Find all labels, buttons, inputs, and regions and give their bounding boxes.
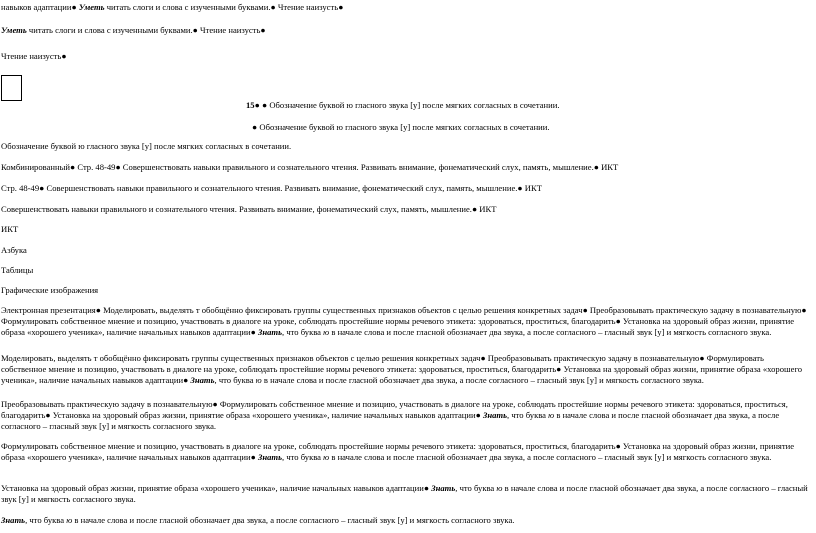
bullet-icon: ● <box>556 364 562 374</box>
p4-yu: ю <box>323 452 330 462</box>
pages-goal: Совершенствовать навыки правильного и сознательного чтения. Развивать внимание, фонематический слух, память, мышление. <box>44 183 518 193</box>
p3-c: Формулировать собственное мнение и позицию, участвовать в диалоге на уроке, соблюдать простейшие нормы речевого этикета: здороваться, проститься, благодарить <box>1 399 788 420</box>
bullet-icon: ● <box>699 353 705 363</box>
goal-ikt: ИКТ <box>479 204 497 214</box>
row-2-text: читать слоги и слова с изученными буквами. <box>26 25 193 35</box>
p6-yu: ю <box>66 515 73 525</box>
lesson-goal: Совершенствовать навыки правильного и сознательного чтения. Развивать внимание, фонематический слух, память, мышление. <box>120 162 594 172</box>
paragraph-2 <box>1 353 811 386</box>
p1-know: Знать <box>257 327 283 337</box>
p4-know: Знать <box>257 452 283 462</box>
bullet-icon: ● <box>423 483 430 493</box>
p3-yu: ю <box>548 410 555 420</box>
resource-tables: Таблицы <box>1 265 34 275</box>
bullet-icon: ● <box>517 183 523 193</box>
paragraph-4 <box>1 441 811 463</box>
goal-line <box>1 204 496 215</box>
p5-yu: ю <box>496 483 503 493</box>
row-1-text: читать слоги и слова с изученными буквами. <box>104 2 271 12</box>
lesson-pages: Стр. 48-49 <box>77 162 116 172</box>
bullet-icon: ● <box>250 327 256 337</box>
bullet-icon: ● <box>115 162 121 172</box>
topic-plain: Обозначение буквой ю гласного звука [у] после мягких согласных в сочетании. <box>1 141 292 151</box>
p1-yu: ю <box>323 327 330 337</box>
goal-text: Совершенствовать навыки правильного и сознательного чтения. Развивать внимание, фонематический слух, память, мышление. <box>1 204 472 214</box>
bullet-icon: ● <box>45 410 51 420</box>
bullet-icon: ● <box>252 122 258 132</box>
p3-f: в начале слова и после гласной обозначает два звука, а после согласного – гласный звук [у] и мягкость согласного звука. <box>1 410 780 431</box>
pages-label: Стр. 48-49 <box>1 183 40 193</box>
p1-b: Преобразовывать практическую задачу в познавательную <box>587 305 802 315</box>
p4-d: Установка на здоровый образ жизни, принятие образа «хорошего ученика», наличие начальных навыков адаптации <box>1 441 795 462</box>
lesson-number-line <box>246 100 559 111</box>
p2-c: Формулировать собственное мнение и позицию, участвовать в диалоге на уроке, соблюдать простейшие нормы речевого этикета: здороваться, проститься, благодарить <box>1 353 764 374</box>
bullet-icon: ● <box>69 162 76 172</box>
bullet-icon: ● <box>61 51 67 61</box>
row-2-italic: Уметь <box>1 25 27 35</box>
p1-lead: Электронная презентация <box>1 305 96 315</box>
bullet-icon: ● <box>471 204 478 214</box>
p5-know: Знать <box>431 483 456 493</box>
row-3 <box>1 51 67 62</box>
row-2-tail: Чтение наизусть <box>200 25 261 35</box>
paragraph-6 <box>1 515 811 526</box>
resource-azbuka: Азбука <box>1 245 27 255</box>
paragraph-5 <box>1 483 811 505</box>
bullet-icon: ● <box>192 25 198 35</box>
p6-e: , что буква <box>25 515 67 525</box>
resource-ikt: ИКТ <box>1 224 19 234</box>
bullet-icon: ● <box>95 305 101 315</box>
lesson-ikt: ИКТ <box>601 162 619 172</box>
p1-a: Моделировать, выделять т обобщённо фиксировать группы существенных признаков объектов с целью решения конкретных задач <box>100 305 583 315</box>
p3-e: , что буква <box>507 410 549 420</box>
row-1 <box>1 2 343 13</box>
row-3-text: Чтение наизусть <box>1 51 62 61</box>
p2-yu: ю <box>255 375 262 385</box>
row-1-italic: Уметь <box>78 2 105 12</box>
paragraph-3 <box>1 399 811 432</box>
lesson-topic: Обозначение буквой ю гласного звука [у] после мягких согласных в сочетании. <box>269 100 560 110</box>
p1-f: в начале слова и после гласной обозначает два звука, а после согласного – гласный звук [у] и мягкость согласного звука. <box>329 327 772 337</box>
empty-cell-box <box>1 75 22 101</box>
pages-ikt: ИКТ <box>524 183 542 193</box>
p6-know: Знать <box>1 515 26 525</box>
p3-know: Знать <box>482 410 508 420</box>
lesson-topic-line <box>252 122 550 133</box>
bullet-icon: ● <box>260 25 266 35</box>
bullet-icon: ● <box>39 183 45 193</box>
bullet-icon: ● <box>71 2 77 12</box>
bullet-icon: ● <box>338 2 344 12</box>
lesson-topic-repeat: Обозначение буквой ю гласного звука [у] после мягких согласных в сочетании. <box>259 122 550 132</box>
p4-e: , что буква <box>282 452 324 462</box>
resource-graphics: Графические изображения <box>1 285 99 295</box>
p2-know: Знать <box>190 375 215 385</box>
bullet-icon: ● <box>183 375 189 385</box>
lesson-number: 15 <box>246 100 255 110</box>
bullet-icon: ● <box>254 100 260 110</box>
p2-e: , что буква <box>214 375 256 385</box>
bullet-icon: ● <box>475 410 481 420</box>
p2-f: в начале слова и после гласной обозначает два звука, а после согласного – гласный звук [у] и мягкость согласного звука. <box>261 375 704 385</box>
bullet-icon: ● <box>801 305 807 315</box>
p4-f: в начале слова и после гласной обозначает два звука, а после согласного – гласный звук [у] и мягкость согласного звука. <box>329 452 772 462</box>
pages-line <box>1 183 542 194</box>
p2-a: Моделировать, выделять т обобщённо фиксировать группы существенных признаков объектов с целью решения конкретных задач <box>1 353 481 363</box>
bullet-icon: ● <box>212 399 218 409</box>
p1-c: Формулировать собственное мнение и позицию, участвовать в диалоге на уроке, соблюдать простейшие нормы речевого этикета: здороваться, проститься, благодарить <box>1 316 616 326</box>
p5-d: Установка на здоровый образ жизни, принятие образа «хорошего ученика», наличие начальных навыков адаптации <box>1 483 424 493</box>
paragraph-1 <box>1 305 811 338</box>
lesson-type-line <box>1 162 618 173</box>
lesson-type: Комбинированный <box>1 162 70 172</box>
bullet-icon: ● <box>593 162 599 172</box>
p3-d: Установка на здоровый образ жизни, принятие образа «хорошего ученика», наличие начальных навыков адаптации <box>50 410 476 420</box>
bullet-icon: ● <box>480 353 486 363</box>
bullet-icon: ● <box>582 305 588 315</box>
p6-f: в начале слова и после гласной обозначает два звука, а после согласного – гласный звук [у] и мягкость согласного звука. <box>72 515 515 525</box>
p4-c: Формулировать собственное мнение и позицию, участвовать в диалоге на уроке, соблюдать простейшие нормы речевого этикета: здороваться, проститься, благодарить <box>1 441 616 451</box>
bullet-icon: ● <box>261 100 268 110</box>
p3-b: Преобразовывать практическую задачу в познавательную <box>1 399 213 409</box>
p2-b: Преобразовывать практическую задачу в познавательную <box>485 353 700 363</box>
bullet-icon: ● <box>270 2 276 12</box>
row-1-prefix: навыков адаптации <box>1 2 72 12</box>
bullet-icon: ● <box>615 316 621 326</box>
p1-e: , что буква <box>282 327 324 337</box>
row-2 <box>1 25 266 36</box>
p1-d: Установка на здоровый образ жизни, принятие образа «хорошего ученика», наличие начальных навыков адаптации <box>1 316 795 337</box>
bullet-icon: ● <box>615 441 621 451</box>
p5-f: в начале слова и после гласной обозначает два звука, а после согласного – гласный звук [у] и мягкость согласного звука. <box>1 483 808 504</box>
bullet-icon: ● <box>250 452 256 462</box>
row-1-tail: Чтение наизусть <box>277 2 339 12</box>
p2-d: Установка на здоровый образ жизни, принятие образа «хорошего ученика», наличие начальных навыков адаптации <box>1 364 803 385</box>
p5-e: , что буква <box>455 483 497 493</box>
